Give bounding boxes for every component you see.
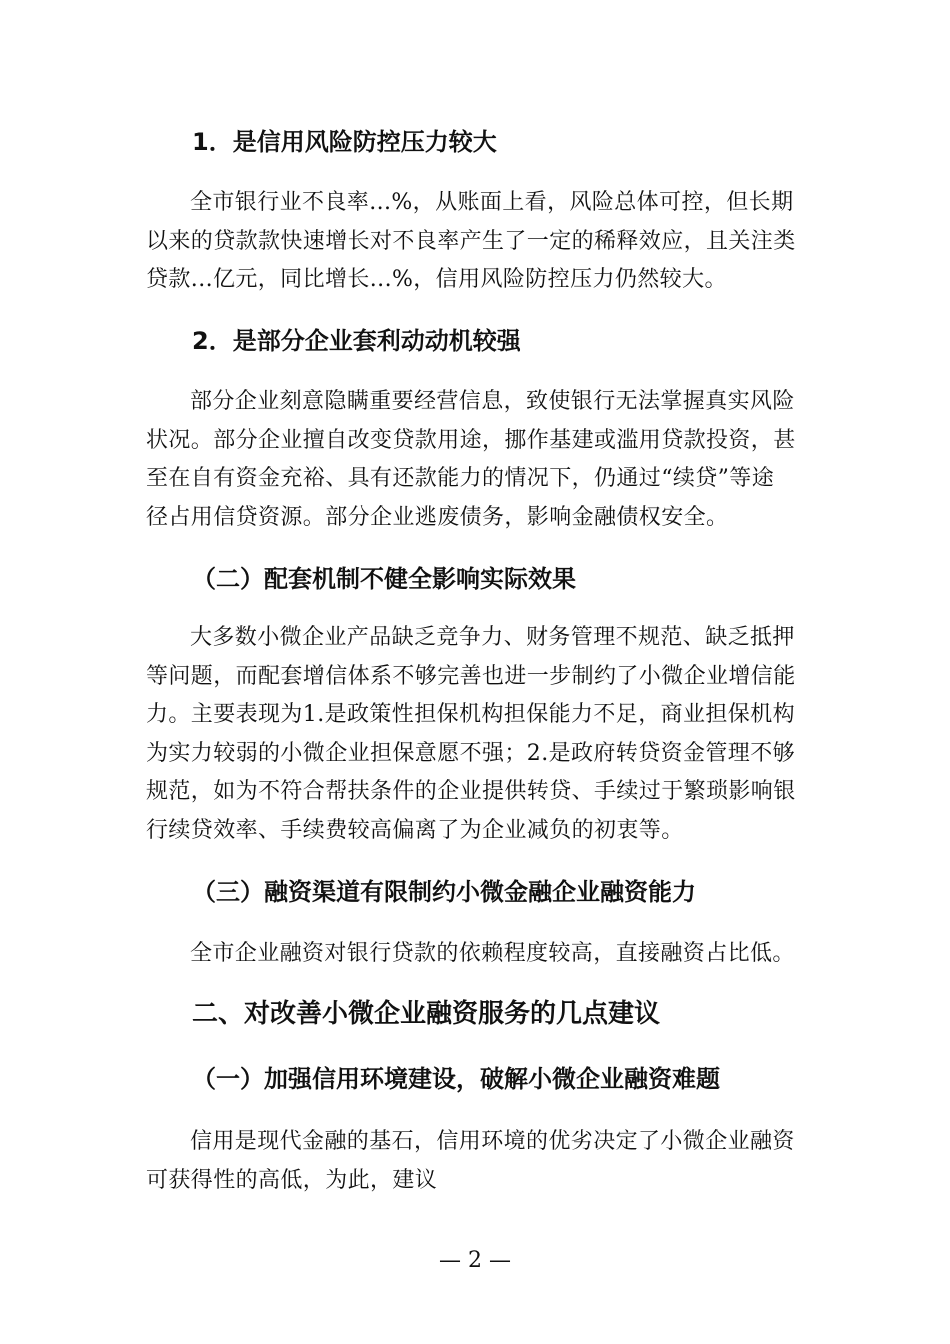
paragraph-line: 大多数小微企业产品缺乏竞争力、财务管理不规范、缺乏抵押 bbox=[190, 625, 795, 650]
paragraph bbox=[146, 935, 804, 974]
major-heading: 二、对改善小微企业融资服务的几点建议 bbox=[192, 999, 661, 1029]
section-heading: （二）配套机制不健全影响实际效果 bbox=[192, 565, 576, 593]
paragraph-line: 力。主要表现为1.是政策性担保机构担保能力不足，商业担保机构 bbox=[146, 702, 795, 727]
section-heading: （一）加强信用环境建设，破解小微企业融资难题 bbox=[192, 1065, 720, 1093]
paragraph bbox=[146, 619, 804, 850]
page-number: — 2 — bbox=[439, 1248, 511, 1273]
paragraph-line: 以来的贷款款快速增长对不良率产生了一定的稀释效应，且关注类 bbox=[146, 228, 796, 254]
paragraph-line: 至在自有资金充裕、具有还款能力的情况下，仍通过“续贷”等途 bbox=[146, 466, 775, 491]
paragraph-line: 全市银行业不良率...%，从账面上看，风险总体可控，但长期 bbox=[190, 190, 794, 215]
paragraph-line: 等问题，而配套增信体系不够完善也进一步制约了小微企业增信能 bbox=[146, 663, 796, 689]
section-heading: 2．是部分企业套利动动机较强 bbox=[192, 327, 521, 355]
paragraph bbox=[146, 184, 804, 300]
paragraph-line: 为实力较弱的小微企业担保意愿不强；2.是政府转贷资金管理不够 bbox=[146, 740, 795, 766]
paragraph-line: 贷款...亿元，同比增长...%，信用风险防控压力仍然较大。 bbox=[146, 267, 727, 292]
paragraph-line: 状况。部分企业擅自改变贷款用途，挪作基建或滥用贷款投资，甚 bbox=[146, 427, 796, 453]
paragraph bbox=[146, 1123, 804, 1200]
paragraph-line: 信用是现代金融的基石，信用环境的优劣决定了小微企业融资 bbox=[190, 1129, 795, 1154]
paragraph-line: 径占用信贷资源。部分企业逃废债务，影响金融债权安全。 bbox=[146, 504, 729, 530]
paragraph-line: 部分企业刻意隐瞒重要经营信息，致使银行无法掌握真实风险 bbox=[190, 389, 795, 414]
paragraph bbox=[146, 383, 804, 537]
section-heading: （三）融资渠道有限制约小微金融企业融资能力 bbox=[192, 878, 696, 906]
paragraph-line: 全市企业融资对银行贷款的依赖程度较高，直接融资占比低。 bbox=[190, 941, 795, 966]
paragraph-line: 规范，如为不符合帮扶条件的企业提供转贷、手续过于繁琐影响银 bbox=[146, 779, 796, 804]
section-heading: 1．是信用风险防控压力较大 bbox=[192, 128, 497, 156]
paragraph-line: 可获得性的高低，为此，建议 bbox=[146, 1167, 438, 1193]
paragraph-line: 行续贷效率、手续费较高偏离了为企业减负的初衷等。 bbox=[146, 817, 684, 843]
